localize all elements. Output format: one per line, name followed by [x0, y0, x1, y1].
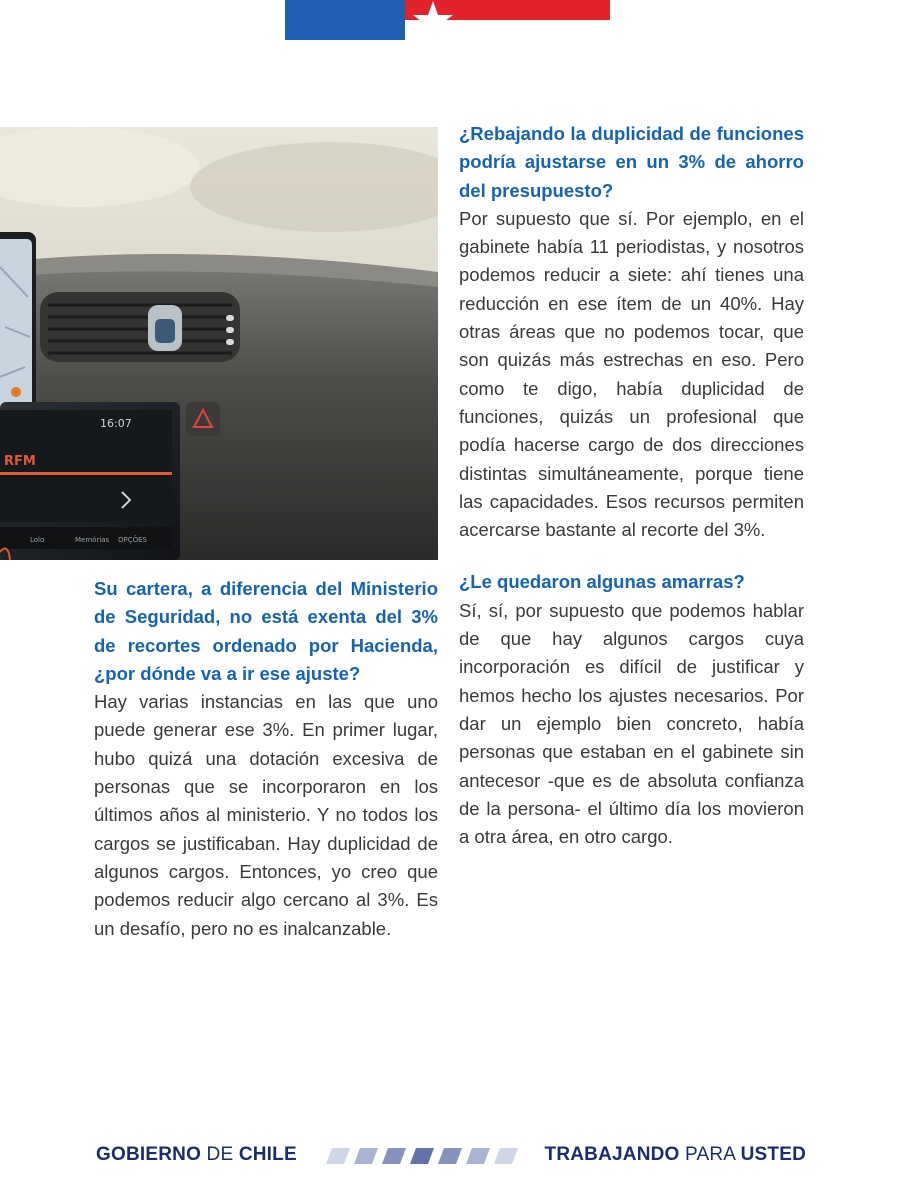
left-question: Su cartera, a diferencia del Ministerio de Seguridad, no está exenta del 3% de recortes ordenado por Hacienda, ¿por dónde va a ir ese ajuste? — [94, 578, 438, 684]
footer — [96, 1144, 806, 1170]
stripe-6 — [466, 1148, 490, 1164]
right-question-2: ¿Le quedaron algunas amarras? — [459, 571, 745, 593]
footer-left-brand — [96, 1144, 297, 1166]
footer-usted: USTED — [740, 1144, 806, 1165]
dashboard-illustration — [0, 127, 438, 560]
stripe-1 — [326, 1148, 350, 1164]
footer-de: DE — [206, 1144, 234, 1165]
star-icon — [285, 0, 610, 40]
screen-tab-3: OPÇÕES — [118, 536, 147, 544]
screen-tab-2: Memórias — [75, 536, 110, 544]
stripe-2 — [354, 1148, 378, 1164]
right-answer-2: Sí, sí, por supuesto que podemos hablar de que hay algunos cargos cuya incorporación es difícil de justificar y hemos hecho los ajustes necesarios. Por dar un ejemplo bien concreto, había personas que estaban en el gabinete sin antecesor -que es de absoluta confianza de la persona- el último día los movieron a otra área, en otro cargo. — [459, 599, 804, 848]
screen-time: 16:07 — [100, 417, 132, 430]
stripes-decoration — [326, 1148, 526, 1164]
right-column — [459, 120, 804, 851]
left-answer: Hay varias instancias en las que uno puede generar ese 3%. En primer lugar, hubo quizá una dotación excesiva de personas que se incorporaron en los últimos años al ministerio. Y no todos los cargos se justificaban. Hay duplicidad de algunos cargos. Entonces, yo creo que podemos reducir algo cercano al 3%. Es un desafío, pero no es inalcanzable. — [94, 691, 438, 939]
screen-radio: RFM — [4, 454, 36, 469]
footer-trabajando: TRABAJANDO — [544, 1144, 680, 1165]
flag-banner — [285, 0, 610, 40]
car-dashboard-photo — [0, 127, 438, 560]
footer-right-slogan — [545, 1144, 806, 1166]
footer-chile: CHILE — [238, 1144, 297, 1165]
footer-gobierno: GOBIERNO — [96, 1144, 202, 1165]
stripe-3 — [382, 1148, 406, 1164]
right-question-1: ¿Rebajando la duplicidad de funciones podría ajustarse en un 3% de ahorro del presupuesto? — [459, 123, 804, 201]
stripe-4 — [410, 1148, 434, 1164]
stripe-7 — [494, 1148, 518, 1164]
stripe-5 — [438, 1148, 462, 1164]
screen-tab-1: Lolo — [30, 536, 45, 544]
right-answer-1: Por supuesto que sí. Por ejemplo, en el gabinete había 11 periodistas, y nosotros podemos reducir a siete: ahí tienes una reducción en ese ítem de un 40%. Hay otras áreas que no podemos tocar, que son quizás más estrechas en eso. Pero como te digo, había duplicidad de funciones, quizás un profesional que podía hacerse cargo de dos direcciones distintas simultáneamente, porque tiene las capacidades. Esos recursos permiten acercarse bastante al recorte del 3%. — [459, 207, 804, 541]
footer-para: PARA — [685, 1144, 736, 1165]
left-column — [94, 575, 438, 943]
